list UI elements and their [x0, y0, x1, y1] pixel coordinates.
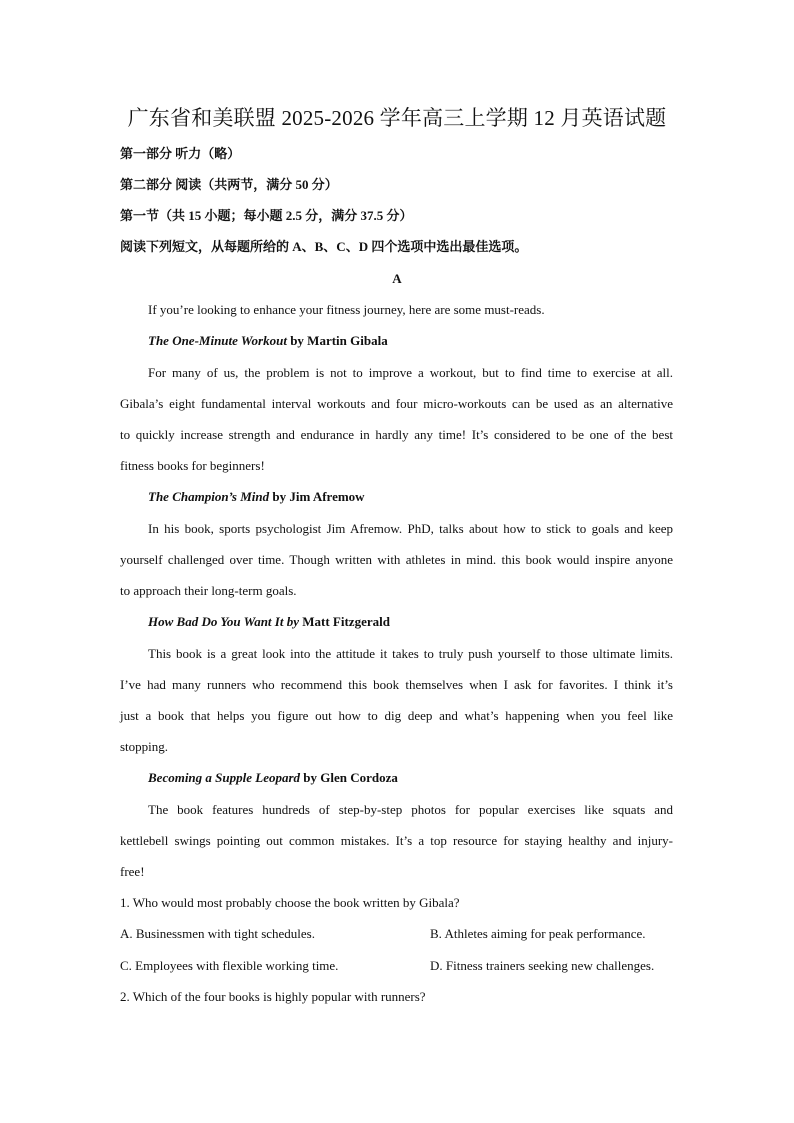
book-title: How Bad Do You Want It by: [148, 614, 299, 629]
book-title: Becoming a Supple Leopard: [148, 770, 301, 785]
option-b: B. Athletes aiming for peak performance.: [430, 926, 646, 941]
book-author: by Glen Cordoza: [300, 770, 398, 785]
question-stem: 1. Who would most probably choose the book written by Gibala?: [120, 895, 460, 910]
exam-title: 广东省和美联盟 2025-2026 学年高三上学期 12 月英语试题: [127, 106, 667, 130]
book-author: Matt Fitzgerald: [298, 614, 390, 629]
question-stem: 2. Which of the four books is highly popular with runners?: [120, 989, 426, 1004]
paragraph-line: This book is a great look into the attitude it takes to truly push yourself to those ultimate limits.: [148, 646, 673, 661]
paragraph-line: yourself challenged over time. Though written with athletes in mind. this book would inspire anyone: [120, 552, 673, 567]
paragraph-line: I’ve had many runners who recommend this book themselves when I ask for favorites. I think it’s: [120, 677, 673, 692]
section1-heading: 第一节（共 15 小题；每小题 2.5 分，满分 37.5 分）: [120, 208, 413, 223]
paragraph-line: In his book, sports psychologist Jim Afremow. PhD, talks about how to stick to goals and keep: [148, 521, 673, 536]
book-heading: [148, 332, 388, 350]
part1-heading: 第一部分 听力（略）: [120, 146, 241, 161]
option-d: D. Fitness trainers seeking new challenges.: [430, 958, 655, 973]
book-author: by Jim Afremow: [269, 489, 365, 504]
part2-heading: 第二部分 阅读（共两节，满分 50 分）: [120, 177, 338, 192]
paragraph-line: For many of us, the problem is not to improve a workout, but to find time to exercise at all.: [148, 365, 673, 380]
book-title: The Champion’s Mind: [148, 489, 270, 504]
instruction-text: 阅读下列短文，从每题所给的 A、B、C、D 四个选项中选出最佳选项。: [120, 239, 528, 254]
paragraph-line: stopping.: [120, 739, 169, 754]
paragraph-line: free!: [120, 864, 145, 879]
paragraph-line: to approach their long-term goals.: [120, 583, 297, 598]
book-heading: [148, 488, 365, 506]
option-c: C. Employees with flexible working time.: [120, 958, 339, 973]
paragraph-line: fitness books for beginners!: [120, 458, 265, 473]
book-title: The One-Minute Workout: [148, 333, 287, 348]
paragraph-line: to quickly increase strength and endurance in hardly any time! It’s considered to be one of the best: [120, 427, 673, 442]
paragraph-line: kettlebell swings pointing out common mistakes. It’s a top resource for staying healthy and injury-: [120, 833, 673, 848]
passage-intro: If you’re looking to enhance your fitness journey, here are some must-reads.: [148, 302, 545, 317]
passage-letter: A: [392, 271, 402, 286]
book-heading: [148, 613, 390, 631]
paragraph-line: The book features hundreds of step-by-step photos for popular exercises like squats and: [148, 802, 673, 817]
paragraph-line: just a book that helps you figure out how to dig deep and what’s happening when you feel like: [120, 708, 673, 723]
option-a: A. Businessmen with tight schedules.: [120, 926, 315, 941]
book-heading: [148, 769, 398, 787]
paragraph-line: Gibala’s eight fundamental interval workouts and four micro-workouts can be used as an alternative: [120, 396, 673, 411]
book-author: by Martin Gibala: [286, 333, 388, 348]
